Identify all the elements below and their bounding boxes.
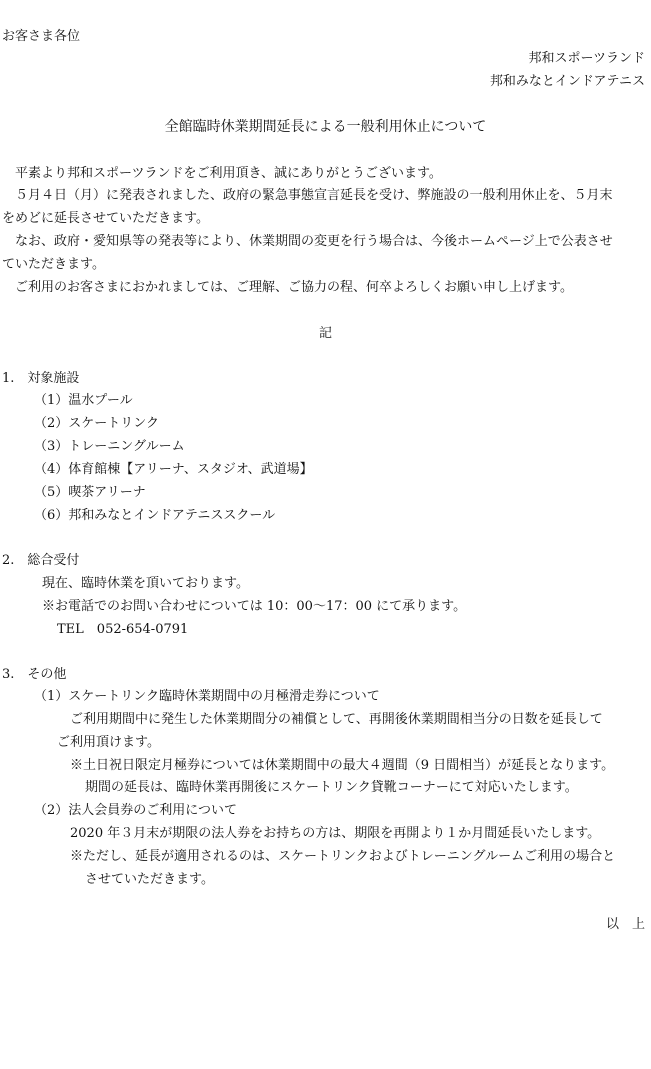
facility-item: （3）トレーニングルーム [34, 439, 185, 454]
reception-line: ※お電話でのお問い合わせについては 10：00～17：00 にて承ります。 [42, 599, 467, 614]
subsection-heading: （1）スケートリンク臨時休業期間中の月極滑走券について [34, 689, 380, 704]
section-heading: 3. その他 [2, 667, 67, 682]
facility-item: （2）スケートリンク [34, 416, 160, 431]
detail-line: 期間の延長は、臨時休業再開後にスケートリンク貸靴コーナーにて対応いたします。 [85, 780, 578, 795]
detail-line: させていただきます。 [85, 872, 214, 887]
detail-line: ご利用頂けます。 [57, 735, 160, 750]
phone-number: TEL 052-654-0791 [57, 622, 189, 637]
subsection-heading: （2）法人会員券のご利用について [34, 803, 238, 818]
detail-line: ご利用期間中に発生した休業期間分の補償として、再開後休業期間相当分の日数を延長して [70, 712, 603, 727]
detail-line: ※土日祝日限定月極券については休業期間中の最大４週間（9 日間相当）が延長となります。 [70, 758, 615, 773]
sender-indoor-tennis: 邦和みなとインドアテニス [489, 74, 645, 89]
detail-line: ※ただし、延長が適用されるのは、スケートリンクおよびトレーニングルームご利用の場合と [70, 849, 616, 864]
intro-line: ていただきます。 [2, 257, 105, 272]
facility-item: （5）喫茶アリーナ [34, 485, 146, 500]
detail-line: 2020 年３月末が期限の法人券をお持ちの方は、期限を再開より１か月間延長いたします。 [70, 826, 601, 841]
section-heading: 2. 総合受付 [2, 553, 80, 568]
closing-mark: 以 上 [605, 917, 645, 932]
addressee: お客さま各位 [2, 29, 81, 44]
facility-item: （1）温水プール [34, 393, 133, 408]
intro-line: なお、政府・愛知県等の発表等により、休業期間の変更を行う場合は、今後ホームページ上で公表させ [15, 234, 613, 249]
facility-item: （6）邦和みなとインドアテニススクール [34, 508, 276, 523]
sender-sportsland: 邦和スポーツランド [528, 51, 645, 66]
document-title: 全館臨時休業期間延長による一般利用休止について [164, 119, 487, 135]
section-heading: 1. 対象施設 [2, 371, 80, 386]
facility-item: （4）体育館棟【アリーナ、スタジオ、武道場】 [34, 462, 313, 477]
intro-line: ご利用のお客さまにおかれましては、ご理解、ご協力の程、何卒よろしくお願い申し上げます。 [15, 280, 573, 295]
intro-line: ５月４日（月）に発表されました、政府の緊急事態宣言延長を受け、弊施設の一般利用休止を、５月末 [15, 188, 613, 203]
intro-line: 平素より邦和スポーツランドをご利用頂き、誠にありがとうございます。 [15, 166, 442, 181]
intro-line: をめどに延長させていただきます。 [2, 211, 209, 226]
ki-heading: 記 [318, 326, 332, 341]
reception-line: 現在、臨時休業を頂いております。 [42, 576, 249, 591]
